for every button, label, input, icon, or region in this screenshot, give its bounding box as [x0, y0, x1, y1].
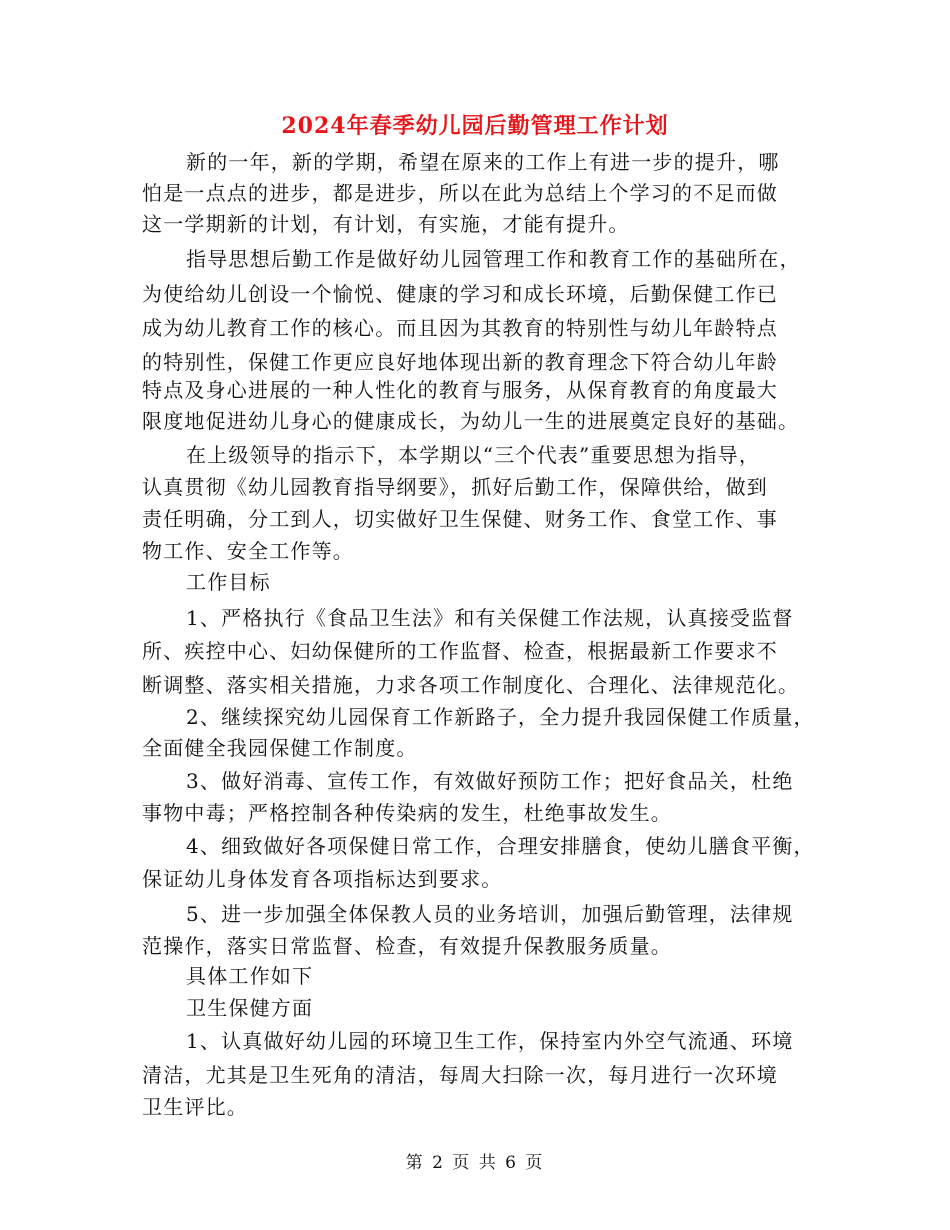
paragraph-line: 怕是一点点的进步，都是进步，所以在此为总结上个学习的不足而做: [142, 181, 778, 205]
paragraph-line: 所、疾控中心、妇幼保健所的工作监督、检查，根据最新工作要求不: [142, 639, 778, 663]
section-heading: 工作目标: [186, 570, 271, 594]
section-heading: 卫生保健方面: [186, 996, 314, 1020]
paragraph-line: 2、继续探究幼儿园保育工作新路子，全力提升我园保健工作质量，: [186, 705, 815, 729]
paragraph-line: 在上级领导的指示下，本学期以“三个代表”重要思想为指导，: [186, 443, 761, 467]
paragraph-line: 事物中毒；严格控制各种传染病的发生，杜绝事故发生。: [142, 801, 672, 825]
paragraph-line: 卫生评比。: [142, 1095, 248, 1119]
paragraph-line: 4、细致做好各项保健日常工作，合理安排膳食，使幼儿膳食平衡，: [186, 834, 815, 858]
paragraph-line: 认真贯彻《幼儿园教育指导纲要》，抓好后勤工作，保障供给，做到: [142, 475, 768, 499]
paragraph-line: 5、进一步加强全体保教人员的业务培训，加强后勤管理，法律规: [186, 902, 794, 926]
paragraph-line: 这一学期新的计划，有计划，有实施，才能有提升。: [142, 212, 630, 236]
paragraph-line: 成为幼儿教育工作的核心。而且因为其教育的特别性与幼儿年龄特点: [142, 316, 778, 340]
paragraph-line: 限度地促进幼儿身心的健康成长，为幼儿一生的进展奠定良好的基础。: [142, 409, 800, 433]
paragraph-line: 全面健全我园保健工作制度。: [142, 736, 418, 760]
section-heading: 具体工作如下: [186, 964, 314, 988]
paragraph-line: 断调整、落实相关措施，力求各项工作制度化、合理化、法律规范化。: [142, 673, 800, 697]
paragraph-line: 保证幼儿身体发育各项指标达到要求。: [142, 867, 503, 891]
paragraph-line: 特点及身心进展的一种人性化的教育与服务，从保育教育的角度最大: [142, 378, 778, 402]
paragraph-line: 范操作，落实日常监督、检查，有效提升保教服务质量。: [142, 934, 672, 958]
paragraph-line: 指导思想后勤工作是做好幼儿园管理工作和教育工作的基础所在，: [186, 247, 801, 271]
paragraph-line: 的特别性，保健工作更应良好地体现出新的教育理念下符合幼儿年龄: [142, 350, 778, 374]
paragraph-line: 新的一年，新的学期，希望在原来的工作上有进一步的提升，哪: [186, 150, 780, 174]
paragraph-line: 清洁，尤其是卫生死角的清洁，每周大扫除一次，每月进行一次环境: [142, 1063, 778, 1087]
paragraph-line: 为使给幼儿创设一个愉悦、健康的学习和成长环境，后勤保健工作已: [142, 282, 778, 306]
paragraph-line: 责任明确，分工到人，切实做好卫生保健、财务工作、食堂工作、事: [142, 507, 778, 531]
paragraph-line: 1、严格执行《食品卫生法》和有关保健工作法规，认真接受监督: [186, 606, 794, 630]
paragraph-line: 3、做好消毒、宣传工作，有效做好预防工作；把好食品关，杜绝: [186, 769, 794, 793]
paragraph-line: 1、认真做好幼儿园的环境卫生工作，保持室内外空气流通、环境: [186, 1029, 794, 1053]
page-footer: 第 2 页 共 6 页: [405, 1153, 545, 1173]
document-title: 2024年春季幼儿园后勤管理工作计划: [281, 113, 669, 139]
paragraph-line: 物工作、安全工作等。: [142, 539, 354, 563]
